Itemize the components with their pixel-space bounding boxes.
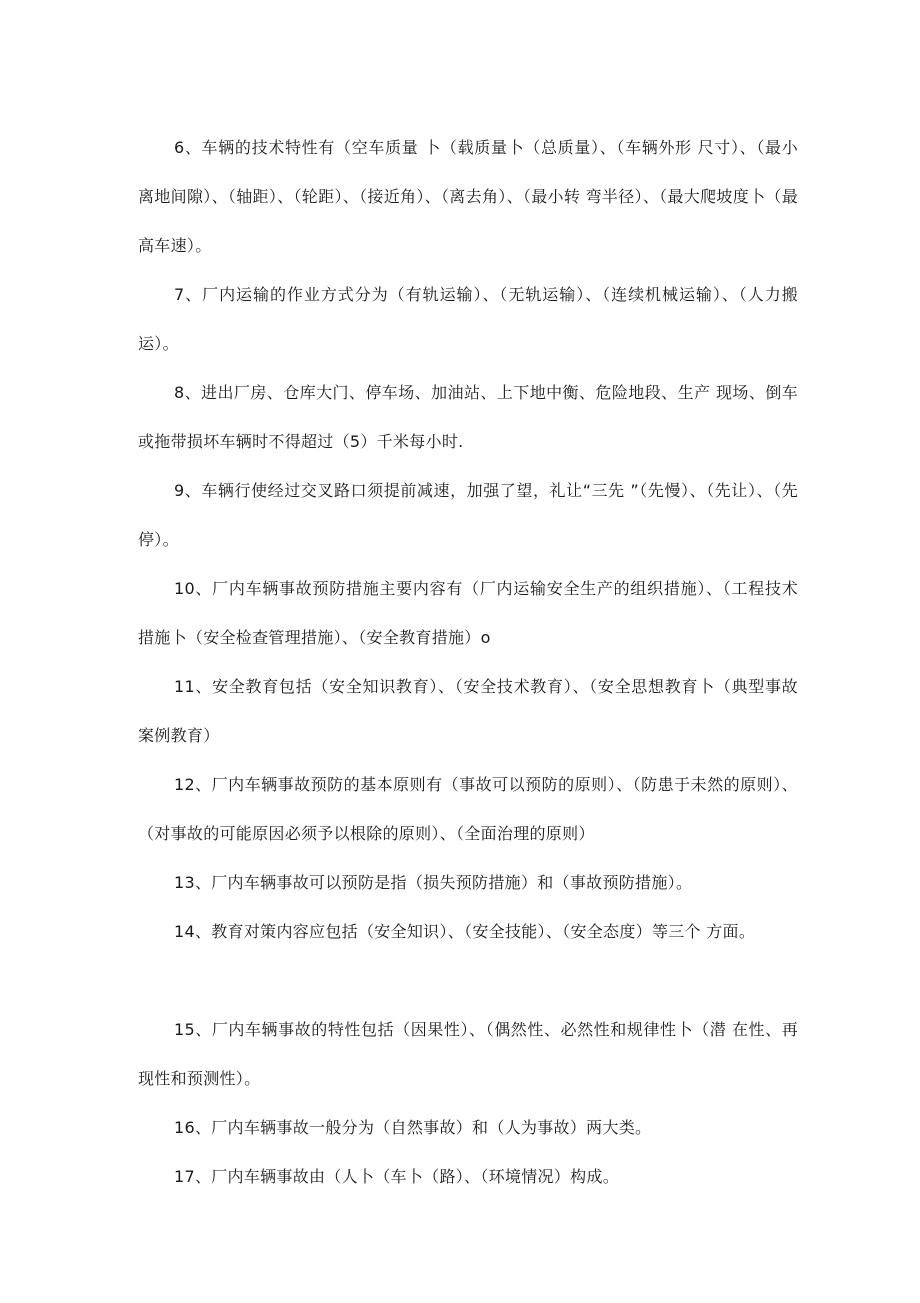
- question-11: 11、安全教育包括（安全知识教育）、（安全技术教育）、（安全思想教育卜（典型事故案例教育）: [138, 677, 798, 745]
- question-17: 17、厂内车辆事故由（人卜（车卜（路）、（环境情况）构成。: [174, 1167, 620, 1186]
- question-9: 9、车辆行使经过交叉路口须提前减速，加强了望，礼让“三先 ”（先慢）、（先让）、（先停）。: [138, 481, 798, 549]
- question-10: 10、厂内车辆事故预防措施主要内容有（厂内运输安全生产的组织措施）、（工程技术措施卜（安全检查管理措施）、（安全教育措施）o: [138, 579, 798, 647]
- question-7: 7、厂内运输的作业方式分为（有轨运输）、（无轨运输）、（连续机械运输）、（人力搬运）。: [138, 285, 798, 353]
- question-8: 8、进出厂房、仓库大门、停车场、加油站、上下地中衡、危险地段、生产 现场、倒车或拖带损坏车辆时不得超过（5）千米每小时.: [138, 383, 798, 451]
- question-14: 14、教育对策内容应包括（安全知识）、（安全技能）、（安全态度）等三个 方面。: [174, 922, 756, 941]
- question-15: 15、厂内车辆事故的特性包括（因果性）、（偶然性、必然性和规律性卜（潜 在性、再现性和预测性）。: [138, 1020, 798, 1088]
- question-13: 13、厂内车辆事故可以预防是指（损失预防措施）和（事故预防措施）。: [174, 873, 693, 892]
- question-12: 12、厂内车辆事故预防的基本原则有（事故可以预防的原则）、（防患于未然的原则）、（对事故的可能原因必须予以根除的原则）、（全面治理的原则）: [138, 775, 798, 843]
- question-16: 16、厂内车辆事故一般分为（自然事故）和（人为事故）两大类。: [174, 1118, 652, 1137]
- question-6: 6、车辆的技术特性有（空车质量 卜（载质量卜（总质量）、（车辆外形 尺寸）、（最小离地间隙）、（轴距）、（轮距）、（接近角）、（离去角）、（最小转 弯半径）、（最大爬坡度卜（最高车速）。: [138, 138, 798, 255]
